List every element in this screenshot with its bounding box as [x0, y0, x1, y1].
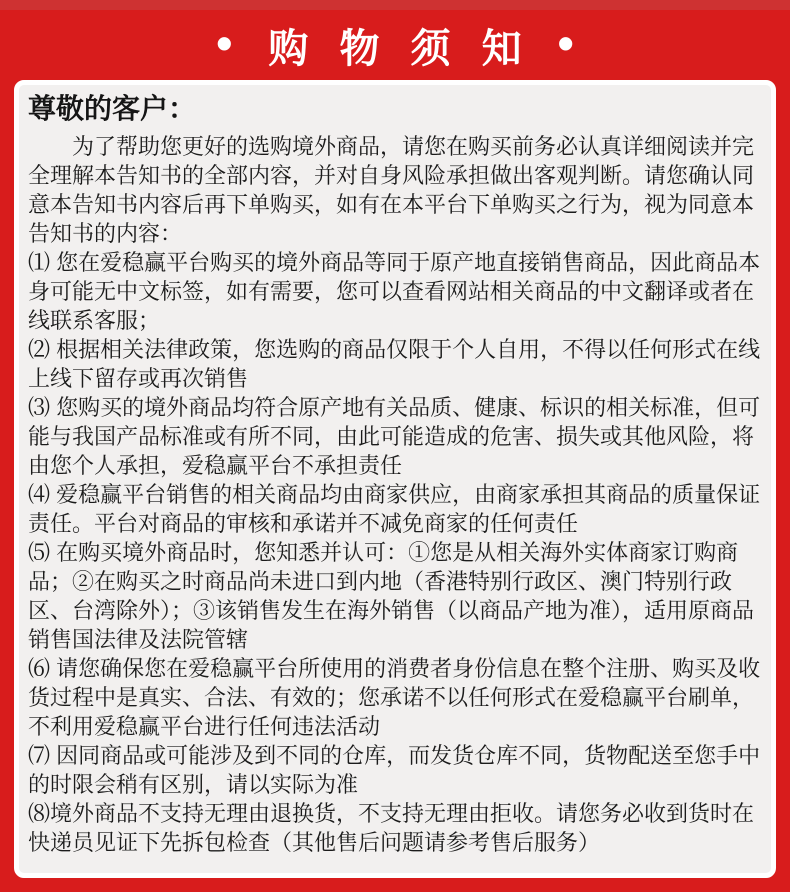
notice-item-6: ⑹ 请您确保您在爱稳赢平台所使用的消费者身份信息在整个注册、购买及收货过程中是真实、合法、有效的；您承诺不以任何形式在爱稳赢平台刷单，不利用爱稳赢平台进行任何违法活动: [28, 656, 761, 740]
notice-item-5: ⑸ 在购买境外商品时，您知悉并认可：①您是从相关海外实体商家订购商品；②在购买之时商品尚未进口到内地（香港特别行政区、澳门特别行政区、台湾除外）；③该销售发生在海外销售（以商品产地为准），适用原商品销售国法律及法院管辖: [28, 540, 755, 653]
bullet-dot-left-icon: •: [216, 17, 233, 69]
bullet-dot-right-icon: •: [557, 17, 574, 69]
notice-item-3: ⑶ 您购买的境外商品均符合原产地有关品质、健康、标识的相关标准，但可能与我国产品标准或有所不同，由此可能造成的危害、损失或其他风险，将由您个人承担，爱稳赢平台不承担责任: [28, 395, 761, 479]
notice-item-1: ⑴ 您在爱稳赢平台购买的境外商品等同于原产地直接销售商品，因此商品本身可能无中文标签，如有需要，您可以查看网站相关商品的中文翻译或者在线联系客服；: [28, 250, 761, 334]
banner: [0, 10, 790, 80]
notice-intro: 为了帮助您更好的选购境外商品，请您在购买前务必认真详细阅读并完全理解本告知书的全部内容，并对自身风险承担做出客观判断。请您确认同意本告知书内容后再下单购买，如有在本平台下单购买之行为，视为同意本告知书的内容：: [28, 134, 755, 247]
salutation-heading: 尊敬的客户：: [28, 93, 197, 124]
notice-item-4: ⑷ 爱稳赢平台销售的相关商品均由商家供应，由商家承担其商品的质量保证责任。平台对商品的审核和承诺并不减免商家的任何责任: [28, 482, 761, 537]
page-title: 购 物 须 知: [268, 26, 532, 71]
notice-item-8: ⑻境外商品不支持无理由退换货，不支持无理由拒收。请您务必收到货时在快递员见证下先拆包检查（其他售后问题请参考售后服务）: [28, 801, 755, 856]
notice-item-2: ⑵ 根据相关法律政策，您选购的商品仅限于个人自用，不得以任何形式在线上线下留存或再次销售: [28, 337, 761, 392]
top-strip: [0, 0, 790, 10]
notice-item-7: ⑺ 因同商品或可能涉及到不同的仓库，而发货仓库不同，货物配送至您手中的时限会稍有区别，请以实际为准: [28, 743, 761, 798]
notice-panel: [14, 80, 776, 878]
